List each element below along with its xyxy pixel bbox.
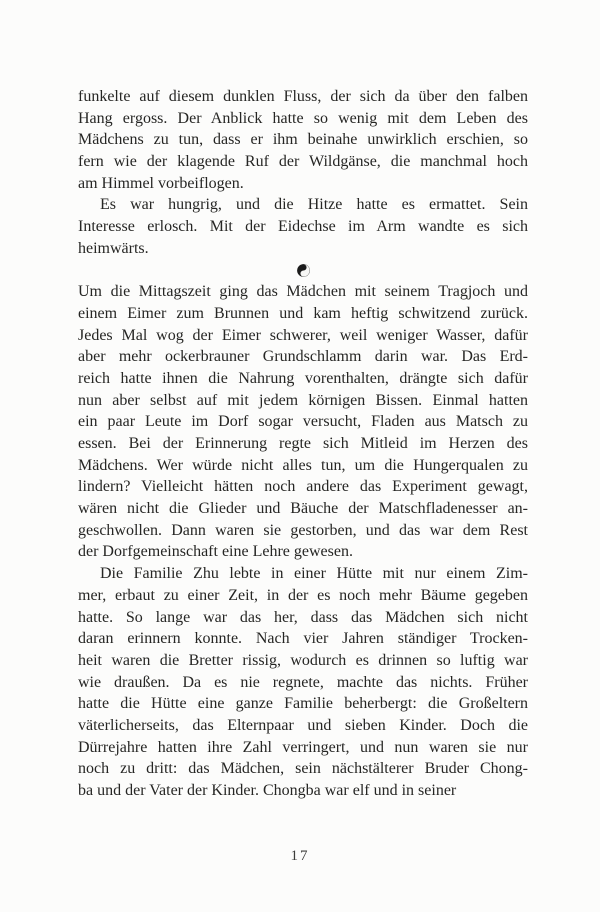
text-line: wie draußen. Da es nie regnete, machte das nichts. Früher [78, 673, 528, 691]
text-line: Dürrejahre hatten ihre Zahl verringert, und nun waren sie nur [78, 738, 528, 756]
text-line: reich hatte ihnen die Nahrung vorenthalten, drängte sich dafür [78, 369, 528, 387]
paragraph [78, 281, 528, 563]
text-line: Interesse erlosch. Mit der Eidechse im Arm wandte es sich [78, 218, 528, 236]
text-line: geschwollen. Dann waren sie gestorben, und das war dem Rest [78, 521, 528, 539]
text-line: Mädchens zu tun, dass er ihm beinahe unwirklich erschien, so [78, 131, 528, 149]
text-line: ein paar Leute im Dorf sogar versucht, Fladen aus Matsch zu [78, 413, 528, 431]
text-line: Mädchens. Wer würde nicht alles tun, um die Hungerqualen zu [78, 456, 528, 474]
text-line: Jedes Mal wog der Eimer schwerer, weil weniger Wasser, dafür [78, 326, 528, 344]
text-line: daran erinnern konnte. Nach vier Jahren ständiger Trocken- [78, 630, 528, 648]
text-line: nun aber selbst auf mit jedem körnigen Bissen. Einmal hatten [78, 391, 528, 409]
text-line: aber mehr ockerbrauner Grundschlamm darin war. Das Erd- [78, 348, 528, 366]
text-line: einem Eimer zum Brunnen und kam heftig schwitzend zurück. [78, 304, 528, 322]
text-block [78, 86, 528, 802]
text-line: Die Familie Zhu lebte in einer Hütte mit nur einem Zim- [100, 565, 528, 583]
text-line: wären nicht die Glieder und Bäuche der Matschfladenesser an- [78, 500, 528, 518]
text-line: Hang ergoss. Der Anblick hatte so wenig mit dem Leben des [78, 109, 528, 127]
text-line: der Dorfgemeinschaft eine Lehre gewesen. [78, 543, 353, 561]
text-line: lindern? Vielleicht hätten noch andere das Experiment gewagt, [78, 478, 528, 496]
text-line: väterlicherseits, das Elternpaar und sieben Kinder. Doch die [78, 716, 528, 734]
text-line: am Himmel vorbeiflogen. [78, 174, 244, 192]
text-line: Um die Mittagszeit ging das Mädchen mit seinem Tragjoch und [78, 283, 528, 301]
section-break-ornament [78, 260, 528, 282]
text-line: essen. Bei der Erinnerung regte sich Mitleid im Herzen des [78, 435, 528, 452]
text-line: hatte. So lange war das her, dass das Mädchen sich nicht [78, 608, 528, 626]
text-line: ba und der Vater der Kinder. Chongba war elf und in seiner [78, 782, 457, 799]
text-line: heimwärts. [78, 239, 149, 257]
text-line: hatte die Hütte eine ganze Familie beherbergt: die Großeltern [78, 695, 528, 713]
paragraph [78, 194, 528, 259]
text-line: fern wie der klagende Ruf der Wildgänse, die manchmal hoch [78, 153, 528, 171]
text-line: funkelte auf diesem dunklen Fluss, der sich da über den falben [78, 88, 528, 105]
yin-yang-icon [297, 264, 310, 277]
page-number: 17 [290, 848, 310, 864]
text-line: noch zu dritt: das Mädchen, sein nächstälterer Bruder Chong- [78, 760, 528, 778]
paragraph [78, 563, 528, 802]
text-line: mer, erbaut zu einer Zeit, in der es noch mehr Bäume gegeben [78, 586, 528, 604]
text-line: heit waren die Bretter rissig, wodurch es drinnen so luftig war [78, 651, 528, 669]
text-line: Es war hungrig, und die Hitze hatte es ermattet. Sein [100, 196, 528, 214]
paragraph [78, 86, 528, 194]
